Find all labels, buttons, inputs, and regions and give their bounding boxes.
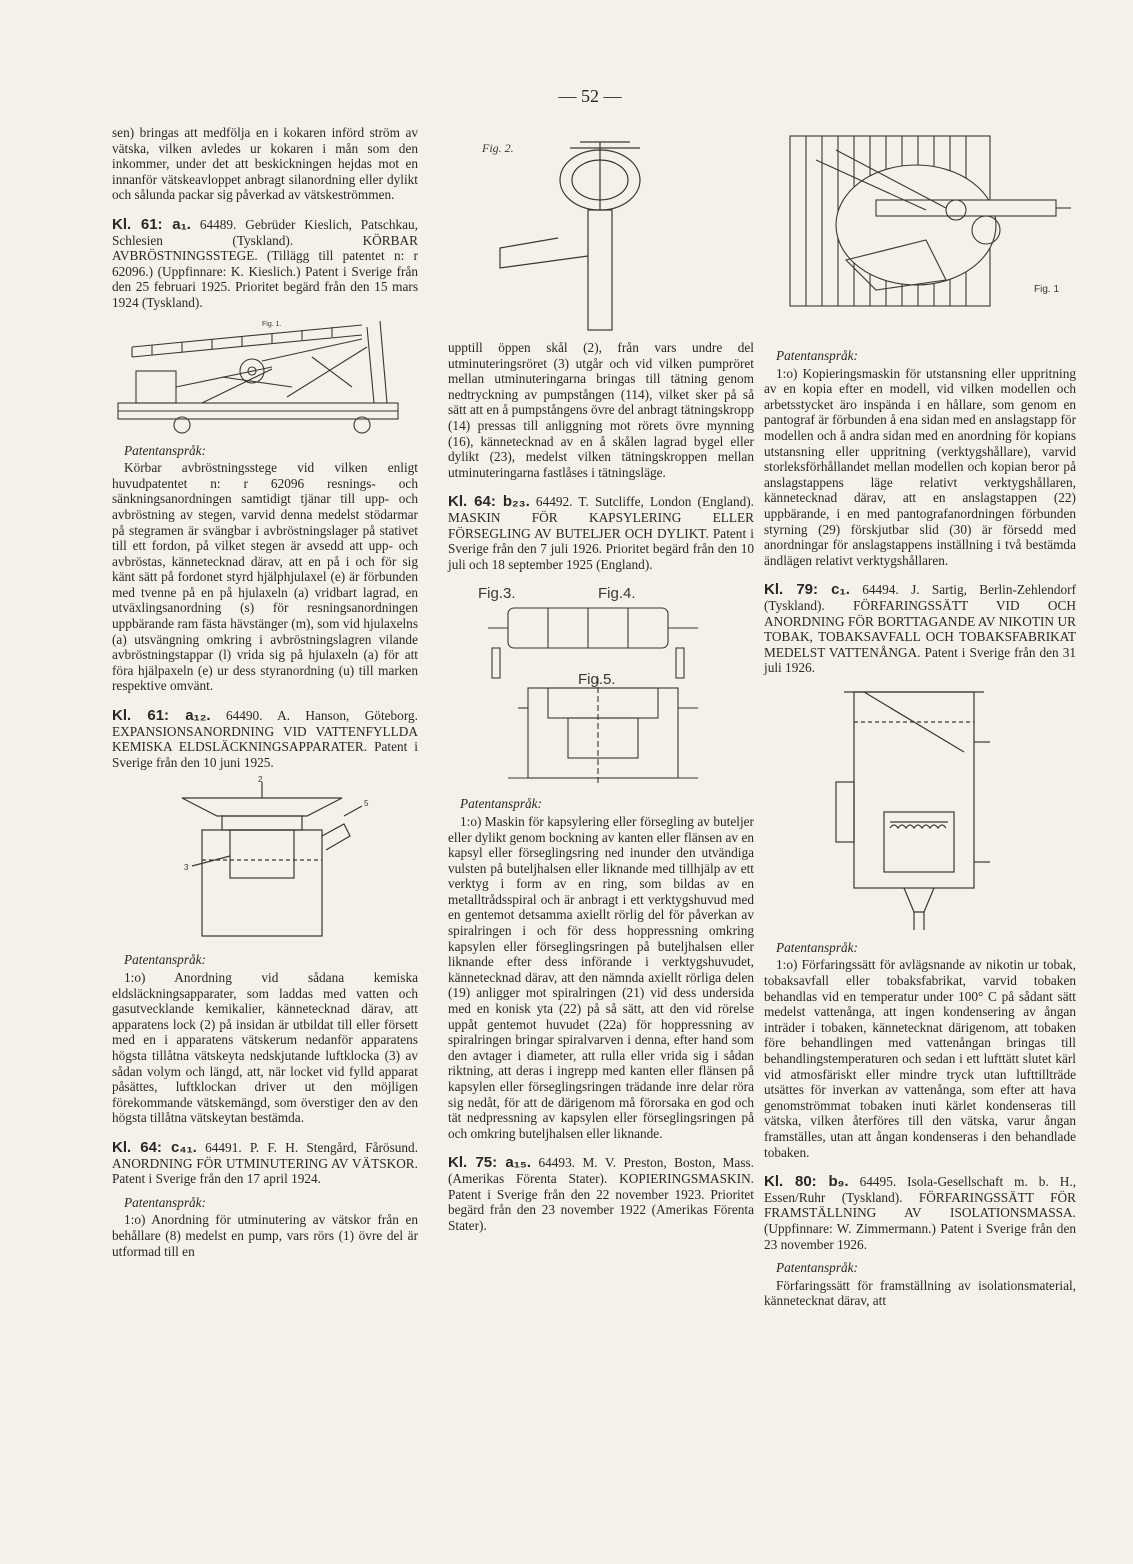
entry-heading: 64495. Isola-Gesellschaft m. b. H., Essen/Ruhr (Tyskland). FÖRFARINGSSÄTT FÖR FRAMSTÄLLNING AV ISOLATIONSMASSA. (Uppfinnare: W. Zimmermann.) Patent i Sverige från den 23 november 1926. <box>764 1174 1077 1252</box>
figure-copying-machine-drawing <box>786 130 1076 335</box>
claims-text: Körbar avbröstningsstege vid vilken enligt huvudpatentet n: r 62096 resnings- och sänkningsanordningen samtidigt tjänar till upp- och avbröstning av stegen, varvid denna medelst stödarmar på stegramen är svängbar i avbröstningslager på stativet till ett fordon, på vilket stegen är avsedd att upp- och avbröstas, kännetecknad därav, att en på i och för sig känt sätt på fordonet styrd hjälphjulaxel (e) är förbunden med tvenne på en på hjulaxeln (a) vridbart lagrad, en utväxlingsanordning (s) för resningsanordningen uppbärande ram fästa hävstänger (m), som vid hjulaxelns (a) utsvängning omkring i avbröstningslagren vilande avbröstningstappar (l) vrida sig på hjulaxeln (a) för att föra hjälpaxeln (e) ur dess styranordning (u) till marken respektive omvänt. <box>112 460 418 694</box>
claims-heading: Patentanspråk: <box>124 442 206 458</box>
patent-entry-64493 <box>448 1155 754 1233</box>
patent-entry-64490 <box>112 708 418 770</box>
svg-text:3: 3 <box>184 863 189 873</box>
patent-entry-64492 <box>448 494 754 572</box>
entry-heading: 64489. Gebrüder Kieslich, Patschkau, Schlesien (Tyskland). KÖRBAR AVBRÖSTNINGSSTEGE. (Tillägg till patentet n: r 62096.) (Uppfinnare: K. Kieslich.) Patent i Sverige från den 25 februari 1925. Prioritet begärd från den 15 mars 1924 (Tyskland). <box>112 216 419 310</box>
claims-text: 1:o) Kopieringsmaskin för utstansning eller uppritning av en kopia efter en modell, vid vilken modellen och arbetsstycket äro inspända i en hållare, som genom en pantograf är förbunden å ena sidan med en anslagstapp för modellen och å andra sidan med en anordning för kopians utstansning eller uppritning (verktygshållare), varvid storleksförhållandet mellan modellen och kopian beror på anslagstappens läge relativt verktygshållaren, kännetecknad därav, att en anslagstappen (22) uppbärande, i en med pantografanordningen förbunden styrning (29) förskjutbar slid (30) är försedd med anordningar för anslagstappens inställning i två bestämda ändlägen relativt verktygshållaren. <box>764 365 1076 568</box>
class-label: Kl. 75: a₁₅. <box>448 1154 532 1172</box>
entry-heading: 64491. P. F. H. Stengård, Fårösund. ANORDNING FÖR UTMINUTERING AV VÄTSKOR. Patent i Sverige från den 17 april 1924. <box>112 1139 419 1187</box>
claims-text: 1:o) Anordning för utminutering av vätskor från en behållare (8) medelst en pump, vars rörs (1) övre del är utformad till en <box>112 1212 418 1259</box>
svg-text:2: 2 <box>258 776 263 785</box>
patent-entry-64489 <box>112 217 418 311</box>
figure-label: Fig. 1 <box>1034 284 1060 295</box>
claims-heading: Patentanspråk: <box>124 1194 206 1210</box>
claims-text: 1:o) Anordning vid sådana kemiska eldsläckningsapparater, som laddas med vatten och gasutvecklande kemikalier, kännetecknad därav, att apparatens lock (2) på insidan är utbildat till eller försett med en i apparatens vätskerum nedanför apparatens högsta tillåtna vätskeyta nedskjutande luftklocka (3) av sådan volym och längd, att, när locket vid fylld apparat påsättes, luftklockan driver ut den möjligen förekommande vätskemängd, som överstiger den av den högsta tillåtna vätskeytan bestämda. <box>112 970 418 1126</box>
claims-heading: Patentanspråk: <box>460 796 542 812</box>
column-1 <box>112 125 418 1259</box>
class-label: Kl. 61: a₁. <box>112 215 191 233</box>
class-label: Kl. 80: b₉. <box>764 1173 849 1191</box>
claims-heading: Patentanspråk: <box>776 939 858 955</box>
svg-text:5: 5 <box>364 799 369 809</box>
claims-heading: Patentanspråk: <box>776 1260 858 1276</box>
figure-ladder-drawing <box>112 317 412 435</box>
figure-label: Fig. 1. <box>262 320 282 328</box>
claims-text: Förfaringssätt för framställning av isolationsmaterial, kännetecknat därav, att <box>764 1277 1076 1309</box>
paragraph-continuation: sen) bringas att medfölja en i kokaren införd ström av vätska, vilken avledes ur kokaren i mån som den inkommer, under det att beskickningen hejdas mot en innanför vätskeavloppet anbragt silanordning eller dylikt och sålunda packar sig påverkad av vätskeströmmen. <box>112 125 418 203</box>
figure-label: Fig. 2. <box>482 141 514 155</box>
claims-text: 1:o) Förfaringssätt för avlägsnande av nikotin ur tobak, tobaksavfall eller tobaksfabrikat, varvid tobaken behandlas vid en temperatur under 100° C på sådant sätt medelst vattenånga, att ingen kondensering av ångan inträder i tobaken, kännetecknat därigenom, att tobaken före behandlingen med vattenångan bringas till behandlingstemperaturen och sedan i ett lufttätt slutet kärl vid atmosfäriskt eller mindre tryck utan lufttillträde utsättes för inverkan av vattenånga, som efter att hava genomströmmat tobaken inuti kärlet kondenseras till vätska, vilken återföres till den vätska, varur ångan framställes, utan att ångan kondenseras i den behandlade tobaken. <box>764 957 1076 1160</box>
class-label: Kl. 61: a₁₂. <box>112 707 211 725</box>
class-label: Kl. 79: c₁. <box>764 581 850 599</box>
paragraph-continuation: upptill öppen skål (2), från vars undre del utminuteringsröret (3) utgår och vid vilken pumpröret mellan utminuteringarna bringas till tätning genom nedtryckning av pumpstången (114), vilket sker på så sätt att en å pumpstångens övre del anbragt tätningskropp (14) pressas till anliggning mot rörets övre mynning (16), kännetecknad av en å skålen lagrad bygel eller dylikt (23), medelst vilken tätningskroppen mellan utminuteringarna fastlåses i tätningsläge. <box>448 340 754 480</box>
figure-label: Fig.5. <box>578 671 616 689</box>
page-number: — 52 — <box>558 86 622 106</box>
patent-entry-64491 <box>112 1140 418 1187</box>
entry-heading: 64493. M. V. Preston, Boston, Mass. (Amerikas Förenta Stater). KOPIERINGSMASKIN. Patent i Sverige från den 22 november 1923. Prioritet begärd från den 23 november 1922 (Amerikas Förenta Stater). <box>448 1155 754 1233</box>
class-label: Kl. 64: b₂₃. <box>448 493 530 511</box>
figure-pump-drawing <box>470 128 700 338</box>
figure-label: Fig.4. <box>598 585 636 603</box>
figure-steam-vessel-drawing <box>764 682 1076 932</box>
patent-entry-64494 <box>764 582 1076 676</box>
figure-label: Fig.3. <box>478 585 516 603</box>
claims-heading: Patentanspråk: <box>124 952 206 968</box>
entry-heading: 64492. T. Sutcliffe, London (England). MASKIN FÖR KAPSYLERING ELLER FÖRSEGLING AV BUTELJER OCH DYLIKT. Patent i Sverige från den 7 juli 1926. Prioritet begärd från den 10 juli och 18 september 1925 (England). <box>448 494 755 572</box>
column-3 <box>764 340 1076 1309</box>
entry-heading: 64490. A. Hanson, Göteborg. EXPANSIONSANORDNING VID VATTENFYLLDA KEMISKA ELDSLÄCKNINGSAPPARATER. Patent i Sverige från den 10 juni 1925. <box>112 708 418 770</box>
class-label: Kl. 64: c₄₁. <box>112 1138 197 1156</box>
column-2 <box>448 340 754 1233</box>
claims-text: 1:o) Maskin för kapsylering eller försegling av buteljer eller dylikt genom bockning av kanten eller flänsen av en kapsyl eller förseglingsring ned inunder den utvändiga vulsten på buteljhalsen eller liknande med tillhjälp av ett verktyg i form av en ring, som bildas av en metalltrådsspiral och är anbragt i ett verktygshuvud med en gentemot detsamma axiellt rörlig del för påverkan av spiralringen i och för dess hoppressning omkring kapsylen eller förseglingsringen på buteljhalsen eller liknande efter dess införande i verktygshuvudet, kännetecknad därav, att den nämnda axiellt rörliga delen (19) anligger mot spiralringen (21) vid dess undersida med en konisk yta (22) på så sätt, att den vid rörelse uppåt gentemot huvudet (22a) för hoppressning av spiralringen bringar spiralvarven i denna, efter hand som den avtager i diameter, att rulla eller vrida sig i sådan riktning, att deras i ingrepp med kanten eller flänsen på kapsylen eller förseglingsringen trädande inre delar röra sig nedåt, för att de därigenom må förorsaka en god och tät nedpressning av kapsylen eller förseglingsringen på och omkring buteljhalsen eller liknande. <box>448 813 754 1141</box>
entry-heading: 64494. J. Sartig, Berlin-Zehlendorf (Tyskland). FÖRFARINGSSÄTT VID OCH ANORDNING FÖR BORTTAGANDE AV NIKOTIN UR TOBAK, TOBAKSAVFALL OCH TOBAKSFABRIKAT MEDELST VATTENÅNGA. Patent i Sverige från den 31 juli 1926. <box>764 582 1076 676</box>
figure-extinguisher-drawing <box>112 776 412 944</box>
patent-entry-64495 <box>764 1174 1076 1252</box>
figure-capsule-machine-drawing <box>448 578 754 788</box>
claims-heading: Patentanspråk: <box>776 348 858 363</box>
